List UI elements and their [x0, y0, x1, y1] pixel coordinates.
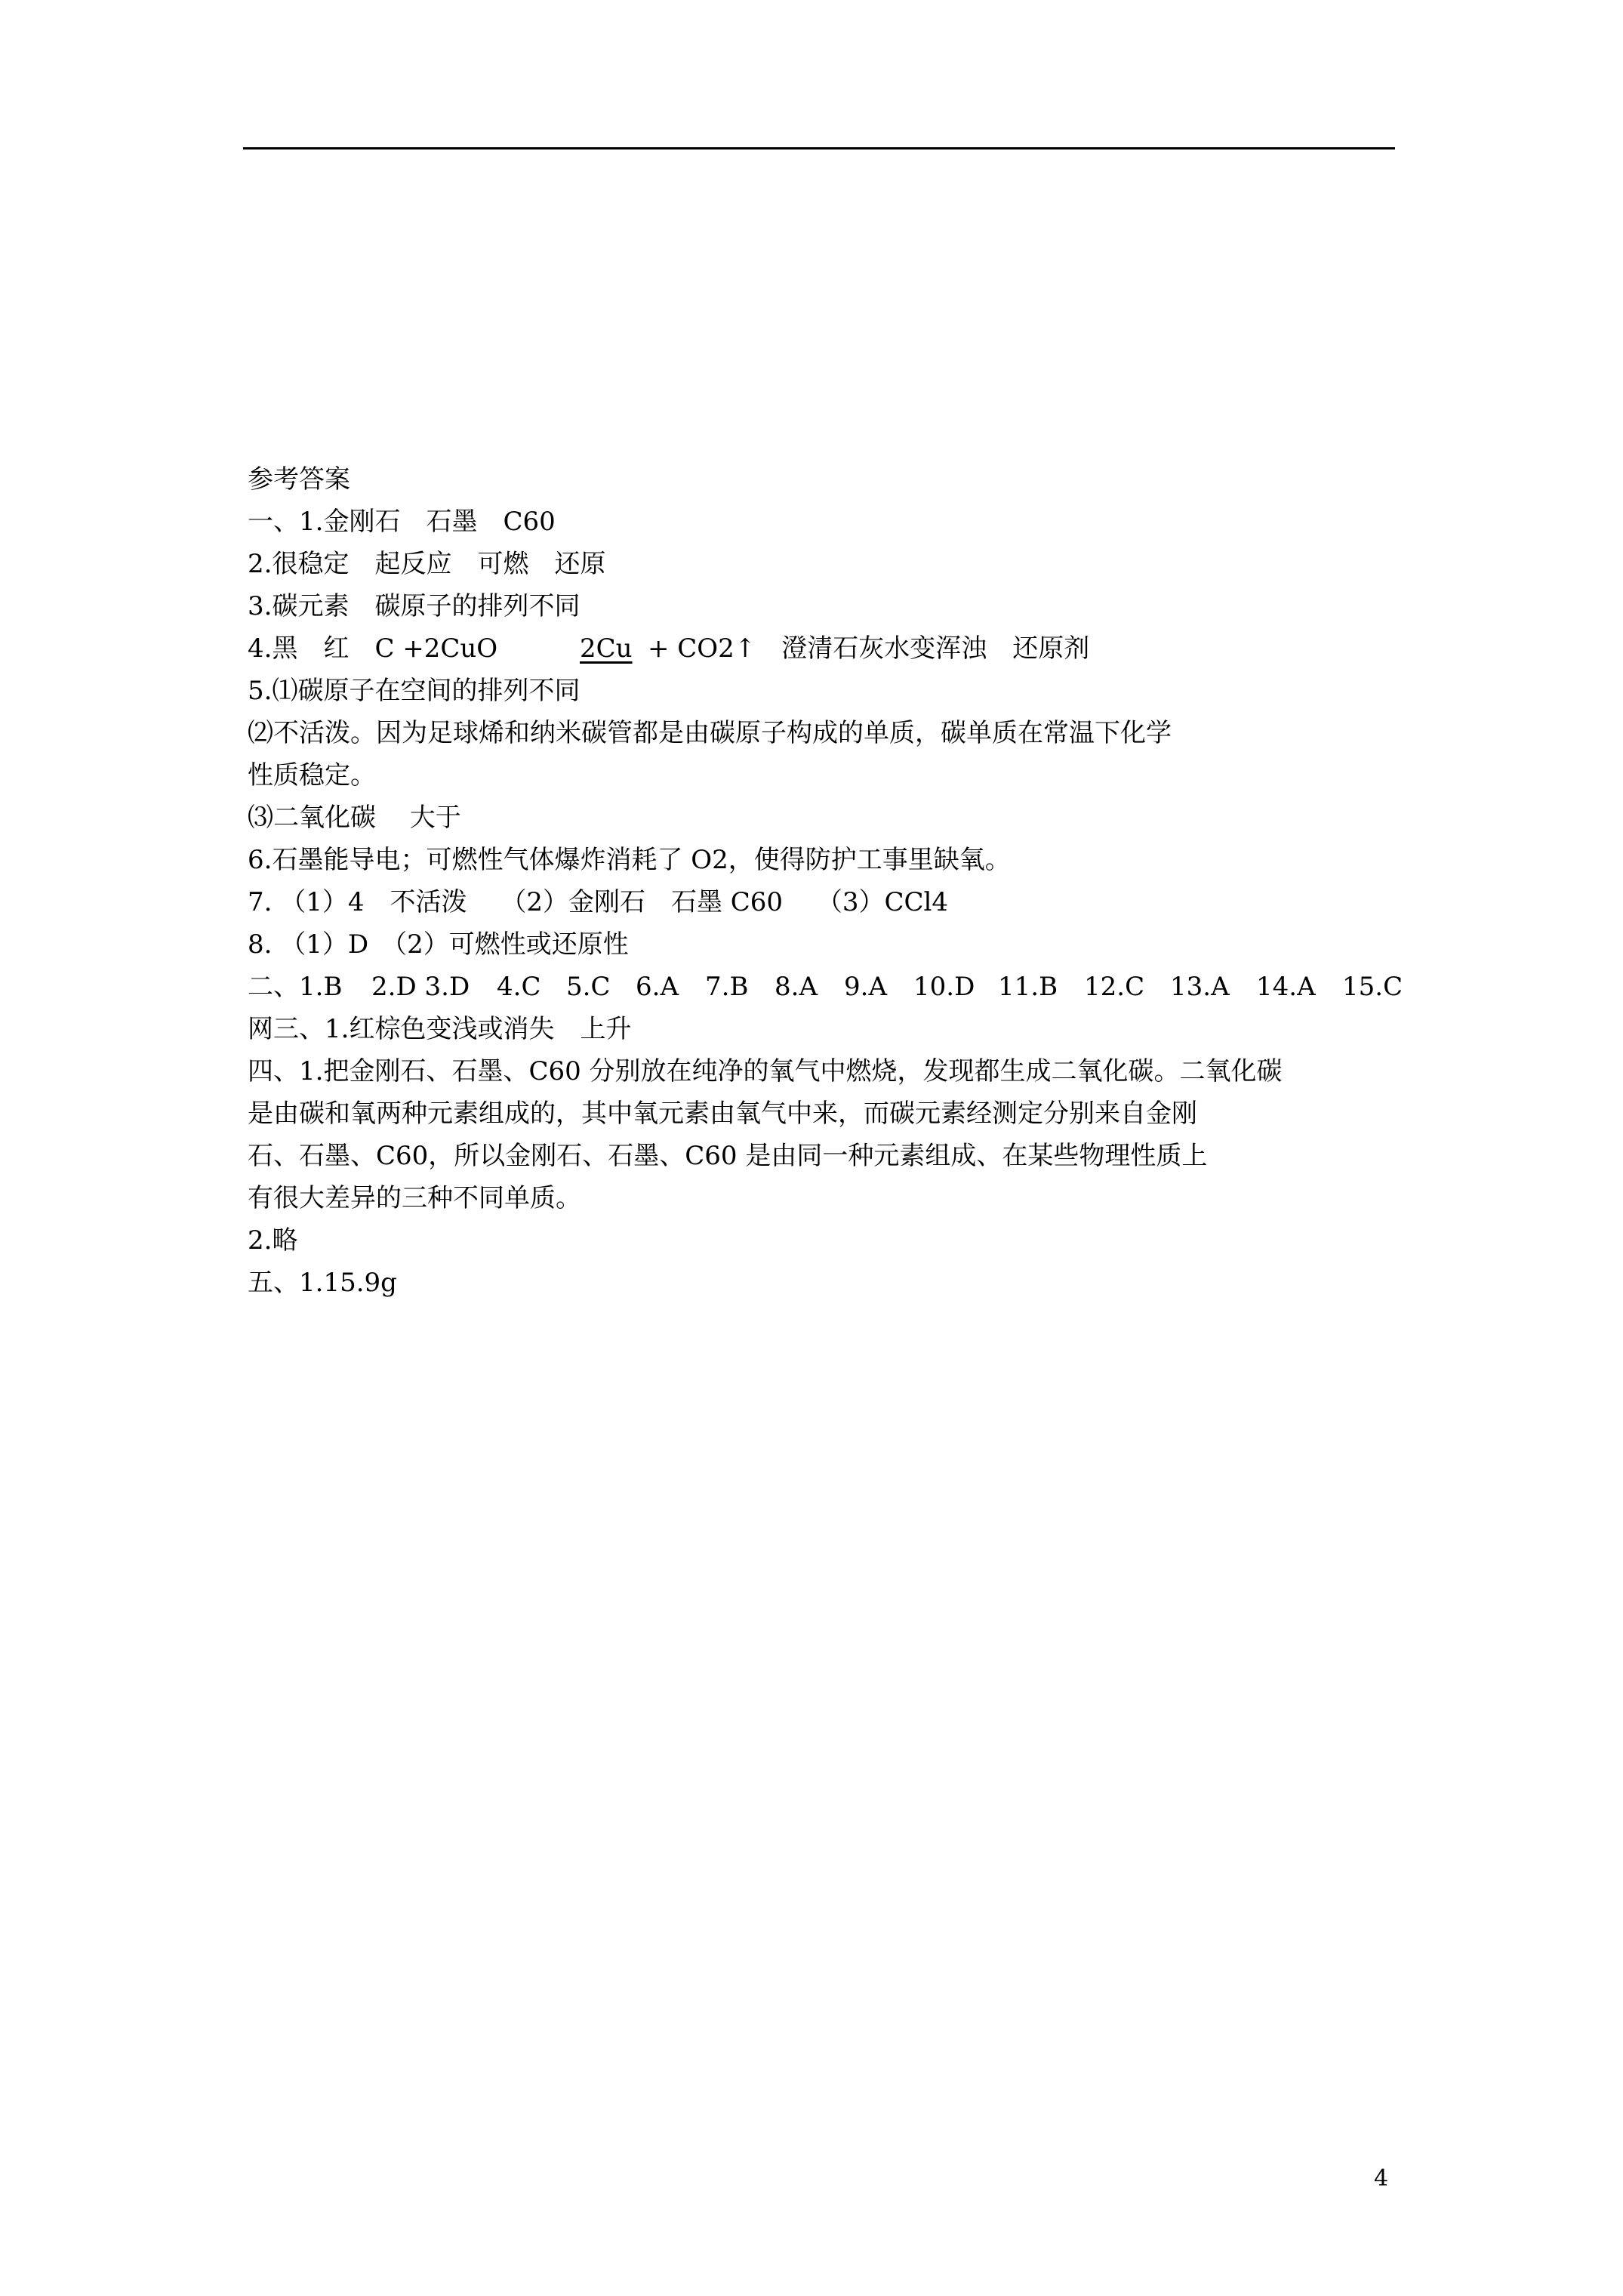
choice-answer: 9.A — [844, 972, 887, 1002]
choice-answer: 6.A — [636, 972, 679, 1002]
answer-line-3-1: 网三、1.红棕色变浅或消失 上升 — [248, 1014, 632, 1044]
answer-line-1-7: 7. （1）4 不活泼 （2）金刚石 石墨 C60 （3）CCl4 — [248, 887, 949, 917]
answer-line-1-4 — [248, 627, 1410, 670]
reaction-product-copper: 2Cu — [580, 633, 633, 664]
answer-line-1-5-2-cont: 性质稳定。 — [248, 760, 376, 791]
choice-answer: 10.D — [913, 972, 975, 1002]
choice-answer: 11.B — [998, 972, 1058, 1002]
choice-answer: 1.B — [299, 972, 343, 1002]
answer-line-4-1-cont: 石、石墨、C60，所以金刚石、石墨、C60 是由同一种元素组成、在某些物理性质上 — [248, 1141, 1208, 1171]
choice-answer: 2.D 3.D — [371, 972, 470, 1002]
choice-prefix: 二、 — [248, 972, 299, 1002]
page-number: 4 — [1374, 2165, 1389, 2192]
answer-line-1-5: 5.⑴碳原子在空间的排列不同 — [248, 676, 581, 706]
choice-answer: 7.B — [705, 972, 749, 1002]
answer-line-4-2: 2.略 — [248, 1225, 298, 1256]
choice-answer: 15.C — [1342, 972, 1403, 1002]
choice-answer: 4.C — [497, 972, 541, 1002]
answer-line-1-6: 6.石墨能导电；可燃性气体爆炸消耗了 O2，使得防护工事里缺氧。 — [248, 845, 1011, 875]
answer-line-1-3: 3.碳元素 碳原子的排列不同 — [248, 591, 581, 621]
reaction-product-rest: + CO2↑ 澄清石灰水变浑浊 还原剂 — [648, 633, 1090, 664]
choice-answer: 14.A — [1256, 972, 1316, 1002]
choice-answers-line — [248, 966, 1410, 1008]
answer-line-4-1-cont: 有很大差异的三种不同单质。 — [248, 1183, 581, 1213]
answer-line-1-8: 8. （1）D （2）可燃性或还原性 — [248, 929, 629, 960]
answer-line-4-1-cont: 是由碳和氧两种元素组成的，其中氧元素由氧气中来，而碳元素经测定分别来自金刚 — [248, 1099, 1197, 1129]
header-rule — [243, 147, 1395, 149]
answer-line-1-2: 2.很稳定 起反应 可燃 还原 — [248, 549, 606, 579]
answer-line-4-1: 四、1.把金刚石、石墨、C60 分别放在纯净的氧气中燃烧，发现都生成二氧化碳。二氧化碳 — [248, 1056, 1283, 1086]
answer-line-1-5-2: ⑵不活泼。因为足球烯和纳米碳管都是由碳原子构成的单质，碳单质在常温下化学 — [248, 718, 1172, 748]
reaction-reactants: 4.黑 红 C +2CuO — [248, 633, 498, 664]
choice-answer: 13.A — [1170, 972, 1230, 1002]
choice-answer: 8.A — [775, 972, 818, 1002]
answer-key — [248, 458, 1410, 1304]
answer-title: 参考答案 — [248, 464, 350, 495]
answer-line-1-5-3: ⑶二氧化碳 大于 — [248, 803, 461, 833]
choice-answer: 12.C — [1084, 972, 1145, 1002]
answer-line-5-1: 五、1.15.9g — [248, 1268, 397, 1298]
answer-line-1-1: 一、1.金刚石 石墨 C60 — [248, 507, 556, 537]
choice-answer: 5.C — [566, 972, 611, 1002]
